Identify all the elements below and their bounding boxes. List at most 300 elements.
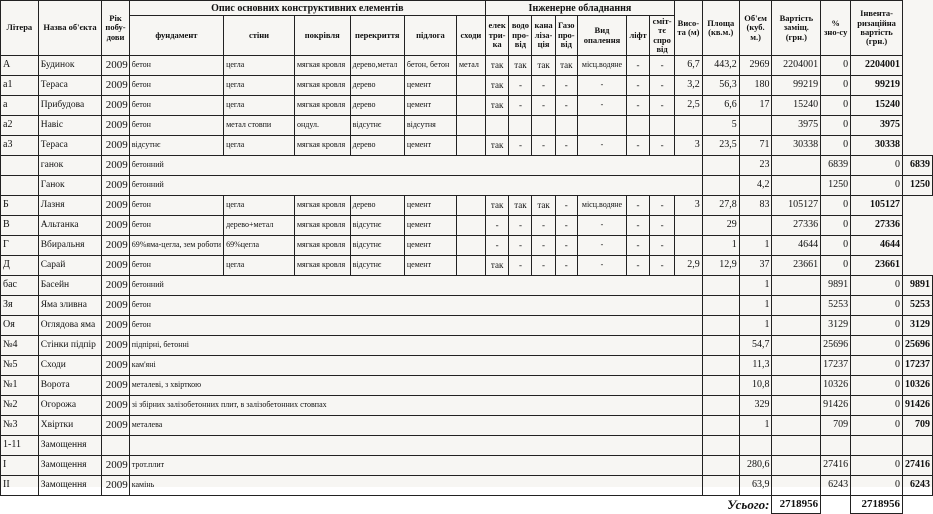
cell-elec: так xyxy=(485,196,509,216)
cell-lit: №2 xyxy=(1,396,39,416)
cell-roof: мягкая кровля xyxy=(294,196,350,216)
table-row xyxy=(1,176,933,196)
cell-area: 280,6 xyxy=(739,456,772,476)
cell-lit xyxy=(1,176,39,196)
cell-lit: А xyxy=(1,56,39,76)
cell-height xyxy=(702,456,739,476)
cell-heating: - xyxy=(577,76,626,96)
cell-volume: 2969 xyxy=(739,56,772,76)
cell-wear: 0 xyxy=(851,356,903,376)
cell-volume xyxy=(772,356,821,376)
cell-lit: а xyxy=(1,96,39,116)
cell-water: - xyxy=(509,96,532,116)
cell-year: 2009 xyxy=(102,276,129,296)
cell-sewer: - xyxy=(532,136,555,156)
cell-area: 1 xyxy=(739,296,772,316)
cell-description xyxy=(129,436,702,456)
cell-walls: дерево+метал xyxy=(224,216,295,236)
cell-inv: 3129 xyxy=(903,316,933,336)
cell-inv: 105127 xyxy=(851,196,903,216)
cell-heating: - xyxy=(577,216,626,236)
cell-floor: цемент xyxy=(404,216,456,236)
total-cost: 2718956 xyxy=(772,496,821,514)
header-lit: Літера xyxy=(1,1,39,56)
cell-year: 2009 xyxy=(102,56,129,76)
cell-walls: цегла xyxy=(224,256,295,276)
cell-area: 5 xyxy=(702,116,739,136)
cell-roof: мягкая кровля xyxy=(294,236,350,256)
cell-floor: цемент xyxy=(404,96,456,116)
header-heating: Вид опалення xyxy=(577,16,626,56)
cell-lit: Д xyxy=(1,256,39,276)
cell-inv: 10326 xyxy=(903,376,933,396)
cell-inv: 709 xyxy=(903,416,933,436)
cell-lit: І xyxy=(1,456,39,476)
header-lift: ліфт xyxy=(627,16,650,56)
cell-area: 1 xyxy=(739,416,772,436)
cell-ceiling: дерево xyxy=(350,76,404,96)
cell-inv: 6243 xyxy=(903,476,933,496)
cell-year: 2009 xyxy=(102,76,129,96)
cell-wear: 0 xyxy=(851,156,903,176)
cell-inv: 9891 xyxy=(903,276,933,296)
cell-stairs xyxy=(456,76,485,96)
cell-cost: 105127 xyxy=(772,196,821,216)
cell-name: Стінки підпір xyxy=(38,336,102,356)
table-body xyxy=(1,56,933,496)
cell-cost: 23661 xyxy=(772,256,821,276)
cell-sewer: - xyxy=(532,236,555,256)
header-walls: стіни xyxy=(224,16,295,56)
cell-height xyxy=(702,376,739,396)
table-row xyxy=(1,136,933,156)
cell-name: Тераса xyxy=(38,136,102,156)
cell-floor: цемент xyxy=(404,196,456,216)
cell-name: Сходи xyxy=(38,356,102,376)
cell-name: Яма зливна xyxy=(38,296,102,316)
cell-walls: цегла xyxy=(224,56,295,76)
cell-inv: 91426 xyxy=(903,396,933,416)
cell-year: 2009 xyxy=(102,256,129,276)
cell-gas: - xyxy=(555,76,577,96)
cell-area: 63,9 xyxy=(739,476,772,496)
cell-lit: В xyxy=(1,216,39,236)
cell-elec: - xyxy=(485,236,509,256)
cell-heating: - xyxy=(577,136,626,156)
cell-elec: так xyxy=(485,96,509,116)
cell-foundation: бетон xyxy=(129,116,223,136)
cell-foundation: бетон xyxy=(129,216,223,236)
cell-heating: - xyxy=(577,96,626,116)
cell-volume xyxy=(772,176,821,196)
cell-volume xyxy=(772,276,821,296)
cell-roof: мягкая кровля xyxy=(294,56,350,76)
cell-ceiling: дерево xyxy=(350,96,404,116)
cell-area: 1 xyxy=(739,276,772,296)
cell-area: 10,8 xyxy=(739,376,772,396)
cell-lift: - xyxy=(627,236,650,256)
header-group-structure: Опис основних конструктивних елементів xyxy=(129,1,485,16)
cell-year: 2009 xyxy=(102,236,129,256)
cell-wear: 0 xyxy=(851,476,903,496)
cell-year: 2009 xyxy=(102,296,129,316)
cell-elec: - xyxy=(485,216,509,236)
cell-description: підпірні, бетонні xyxy=(129,336,702,356)
cell-year: 2009 xyxy=(102,476,129,496)
cell-wear: 0 xyxy=(821,96,851,116)
cell-year: 2009 xyxy=(102,96,129,116)
cell-lit: а2 xyxy=(1,116,39,136)
cell-cost: 6243 xyxy=(821,476,851,496)
table-row xyxy=(1,416,933,436)
cell-name: Вбиральня xyxy=(38,236,102,256)
cell-name: Хвіртки xyxy=(38,416,102,436)
cell-volume xyxy=(772,416,821,436)
cell-sewer xyxy=(532,116,555,136)
cell-elec: так xyxy=(485,76,509,96)
cell-lit: ІІ xyxy=(1,476,39,496)
cell-cost: 25696 xyxy=(821,336,851,356)
header-elec: елек три-ка xyxy=(485,16,509,56)
cell-stairs xyxy=(456,116,485,136)
cell-year: 2009 xyxy=(102,136,129,156)
cell-lit: Г xyxy=(1,236,39,256)
cell-wear: 0 xyxy=(821,196,851,216)
cell-roof: мягкая кровля xyxy=(294,96,350,116)
cell-volume xyxy=(739,116,772,136)
cell-area xyxy=(739,436,772,456)
cell-lift: - xyxy=(627,96,650,116)
cell-inv: 27416 xyxy=(903,456,933,476)
cell-wear xyxy=(851,436,903,456)
cell-lit: Б xyxy=(1,196,39,216)
cell-area: 1 xyxy=(739,316,772,336)
cell-stairs: метал xyxy=(456,56,485,76)
cell-lit: Зя xyxy=(1,296,39,316)
cell-volume xyxy=(772,316,821,336)
cell-heating xyxy=(577,116,626,136)
table-row xyxy=(1,476,933,496)
cell-wear: 0 xyxy=(851,296,903,316)
cell-volume xyxy=(772,436,821,456)
cell-foundation: бетон xyxy=(129,256,223,276)
cell-lit: бас xyxy=(1,276,39,296)
cell-lift: - xyxy=(627,76,650,96)
cell-gas: - xyxy=(555,96,577,116)
cell-height: 2,5 xyxy=(675,96,703,116)
cell-wear: 0 xyxy=(821,116,851,136)
cell-floor: цемент xyxy=(404,256,456,276)
total-inv: 2718956 xyxy=(851,496,903,514)
cell-walls: метал стовпи xyxy=(224,116,295,136)
cell-wear: 0 xyxy=(821,256,851,276)
cell-wear: 0 xyxy=(821,136,851,156)
cell-sewer: - xyxy=(532,216,555,236)
cell-garbage: - xyxy=(650,96,675,116)
cell-cost: 10326 xyxy=(821,376,851,396)
cell-name: Замощення xyxy=(38,456,102,476)
cell-garbage: - xyxy=(650,216,675,236)
cell-lit: №4 xyxy=(1,336,39,356)
header-volume: Об'єм (куб. м.) xyxy=(739,1,772,56)
cell-description: бетон xyxy=(129,296,702,316)
header-garbage: сміт-тє спро від xyxy=(650,16,675,56)
cell-heating: - xyxy=(577,256,626,276)
table-row xyxy=(1,396,933,416)
cell-name: Будинок xyxy=(38,56,102,76)
cell-wear: 0 xyxy=(851,276,903,296)
cell-sewer: - xyxy=(532,76,555,96)
table-row xyxy=(1,236,933,256)
cell-roof: мягкая кровля xyxy=(294,136,350,156)
header-height: Висо-та (м) xyxy=(675,1,703,56)
cell-wear: 0 xyxy=(851,336,903,356)
table-row xyxy=(1,116,933,136)
cell-roof: мягкая кровля xyxy=(294,76,350,96)
header-year: Рік побу-дови xyxy=(102,1,129,56)
cell-volume: 71 xyxy=(739,136,772,156)
cell-elec: так xyxy=(485,56,509,76)
cell-garbage xyxy=(650,116,675,136)
cell-description: бетонний xyxy=(129,176,702,196)
header-wear: % зно-су xyxy=(821,1,851,56)
header-floor: підлога xyxy=(404,16,456,56)
cell-gas xyxy=(555,116,577,136)
cell-height xyxy=(702,316,739,336)
cell-year: 2009 xyxy=(102,456,129,476)
cell-heating: - xyxy=(577,236,626,256)
cell-area: 329 xyxy=(739,396,772,416)
cell-stairs xyxy=(456,136,485,156)
total-spacer xyxy=(821,496,851,514)
table-row xyxy=(1,356,933,376)
cell-year: 2009 xyxy=(102,356,129,376)
cell-water xyxy=(509,116,532,136)
cell-foundation: бетон xyxy=(129,196,223,216)
cell-wear: 0 xyxy=(821,216,851,236)
cell-name: Навіс xyxy=(38,116,102,136)
header-sewer: кана лізa-ція xyxy=(532,16,555,56)
cell-floor: цемент xyxy=(404,76,456,96)
cell-walls: цегла xyxy=(224,196,295,216)
cell-cost: 709 xyxy=(821,416,851,436)
cell-cost: 9891 xyxy=(821,276,851,296)
cell-volume: 17 xyxy=(739,96,772,116)
cell-height: 3 xyxy=(675,136,703,156)
cell-name: Оглядова яма xyxy=(38,316,102,336)
table-row xyxy=(1,376,933,396)
cell-ceiling: відсутнє xyxy=(350,236,404,256)
cell-description: кам'яні xyxy=(129,356,702,376)
cell-cost: 3975 xyxy=(772,116,821,136)
cell-water: - xyxy=(509,236,532,256)
cell-inv: 1250 xyxy=(903,176,933,196)
cell-name: Сарай xyxy=(38,256,102,276)
cell-description: зі збірних залізобетонних плит, в залізобетонних стовпах xyxy=(129,396,702,416)
cell-name: Ганок xyxy=(38,176,102,196)
cell-area: 1 xyxy=(702,236,739,256)
table-row xyxy=(1,256,933,276)
cell-year: 2009 xyxy=(102,376,129,396)
table-row xyxy=(1,296,933,316)
header-foundation: фундамент xyxy=(129,16,223,56)
cell-cost: 91426 xyxy=(821,396,851,416)
cell-sewer: - xyxy=(532,256,555,276)
cell-inv: 3975 xyxy=(851,116,903,136)
cell-gas: - xyxy=(555,136,577,156)
header-stairs: сходи xyxy=(456,16,485,56)
cell-wear: 0 xyxy=(851,176,903,196)
cell-year: 2009 xyxy=(102,316,129,336)
cell-area: 23 xyxy=(739,156,772,176)
header-area: Площа (кв.м.) xyxy=(702,1,739,56)
cell-inv: 15240 xyxy=(851,96,903,116)
cell-year: 2009 xyxy=(102,196,129,216)
cell-garbage: - xyxy=(650,236,675,256)
cell-cost: 1250 xyxy=(821,176,851,196)
cell-cost xyxy=(821,436,851,456)
cell-wear: 0 xyxy=(851,316,903,336)
cell-water: так xyxy=(509,56,532,76)
header-ceiling: перекриття xyxy=(350,16,404,56)
cell-stairs xyxy=(456,236,485,256)
cell-inv: 4644 xyxy=(851,236,903,256)
cell-inv: 99219 xyxy=(851,76,903,96)
cell-cost: 6839 xyxy=(821,156,851,176)
cell-foundation: відсутнє xyxy=(129,136,223,156)
table-row xyxy=(1,436,933,456)
cell-volume xyxy=(739,216,772,236)
cell-inv: 23661 xyxy=(851,256,903,276)
cell-name: Ворота xyxy=(38,376,102,396)
cell-volume: 180 xyxy=(739,76,772,96)
cell-cost: 15240 xyxy=(772,96,821,116)
cell-ceiling: дерево xyxy=(350,196,404,216)
cell-height xyxy=(702,276,739,296)
cell-elec: так xyxy=(485,256,509,276)
cell-height xyxy=(702,156,739,176)
cell-walls: 69%цегла xyxy=(224,236,295,256)
cell-floor: цемент xyxy=(404,136,456,156)
cell-cost: 2204001 xyxy=(772,56,821,76)
cell-ceiling: дерево,метал xyxy=(350,56,404,76)
table-row xyxy=(1,456,933,476)
cell-water: - xyxy=(509,76,532,96)
cell-roof: ондул. xyxy=(294,116,350,136)
cell-area: 12,9 xyxy=(702,256,739,276)
cell-gas: - xyxy=(555,256,577,276)
cell-height: 3,2 xyxy=(675,76,703,96)
cell-volume: 37 xyxy=(739,256,772,276)
cell-cost: 27416 xyxy=(821,456,851,476)
table-row xyxy=(1,336,933,356)
cell-wear: 0 xyxy=(821,236,851,256)
cell-inv: 6839 xyxy=(903,156,933,176)
cell-wear: 0 xyxy=(821,56,851,76)
header-cost: Вартість заміщ. (грн.) xyxy=(772,1,821,56)
cell-description: бетон xyxy=(129,316,702,336)
header-roof: покрівля xyxy=(294,16,350,56)
table-row xyxy=(1,216,933,236)
cell-lift xyxy=(627,116,650,136)
cell-area: 11,3 xyxy=(739,356,772,376)
cell-year: 2009 xyxy=(102,396,129,416)
cell-wear: 0 xyxy=(851,396,903,416)
cell-floor: бетон, бетон xyxy=(404,56,456,76)
cell-ceiling: відсутнє xyxy=(350,116,404,136)
cell-description: металеві, з хвірткою xyxy=(129,376,702,396)
cell-garbage: - xyxy=(650,196,675,216)
cell-height xyxy=(675,236,703,256)
cell-area: 4,2 xyxy=(739,176,772,196)
cell-height: 6,7 xyxy=(675,56,703,76)
cell-wear: 0 xyxy=(851,456,903,476)
cell-volume xyxy=(772,476,821,496)
cell-gas: - xyxy=(555,236,577,256)
cell-height xyxy=(702,176,739,196)
cell-foundation: 69%яма-цегла, зем роботи xyxy=(129,236,223,256)
cell-inv xyxy=(903,436,933,456)
cell-walls: цегла xyxy=(224,136,295,156)
cell-lift: - xyxy=(627,216,650,236)
table-row xyxy=(1,56,933,76)
cell-inv: 5253 xyxy=(903,296,933,316)
cell-ceiling: дерево xyxy=(350,136,404,156)
cell-lit: №5 xyxy=(1,356,39,376)
cell-area: 27,8 xyxy=(702,196,739,216)
cell-name: ганок xyxy=(38,156,102,176)
cell-volume xyxy=(772,296,821,316)
cell-lit: №3 xyxy=(1,416,39,436)
cell-year xyxy=(102,436,129,456)
cell-cost: 99219 xyxy=(772,76,821,96)
cell-floor: цемент xyxy=(404,236,456,256)
cell-year: 2009 xyxy=(102,176,129,196)
cell-lit xyxy=(1,156,39,176)
table-row xyxy=(1,316,933,336)
cell-name: Огорожа xyxy=(38,396,102,416)
cell-stairs xyxy=(456,196,485,216)
cell-inv: 25696 xyxy=(903,336,933,356)
cell-height xyxy=(702,416,739,436)
cell-cost: 17237 xyxy=(821,356,851,376)
cell-name: Лазня xyxy=(38,196,102,216)
cell-gas: - xyxy=(555,196,577,216)
cell-foundation: бетон xyxy=(129,76,223,96)
cell-walls: цегла xyxy=(224,76,295,96)
cell-inv: 30338 xyxy=(851,136,903,156)
cell-height: 3 xyxy=(675,196,703,216)
cell-inv: 27336 xyxy=(851,216,903,236)
cell-sewer: так xyxy=(532,56,555,76)
cell-area: 29 xyxy=(702,216,739,236)
cell-stairs xyxy=(456,256,485,276)
table-row xyxy=(1,76,933,96)
cell-name: Басейн xyxy=(38,276,102,296)
cell-description: бетонний xyxy=(129,276,702,296)
cell-gas: - xyxy=(555,216,577,236)
cell-garbage: - xyxy=(650,136,675,156)
cell-roof: мягкая кровля xyxy=(294,256,350,276)
cell-sewer: так xyxy=(532,196,555,216)
header-water: водо про-від xyxy=(509,16,532,56)
table-row xyxy=(1,156,933,176)
cell-lit: 1-11 xyxy=(1,436,39,456)
cell-name: Прибудова xyxy=(38,96,102,116)
cell-height xyxy=(702,356,739,376)
cell-height xyxy=(702,436,739,456)
cell-cost: 4644 xyxy=(772,236,821,256)
